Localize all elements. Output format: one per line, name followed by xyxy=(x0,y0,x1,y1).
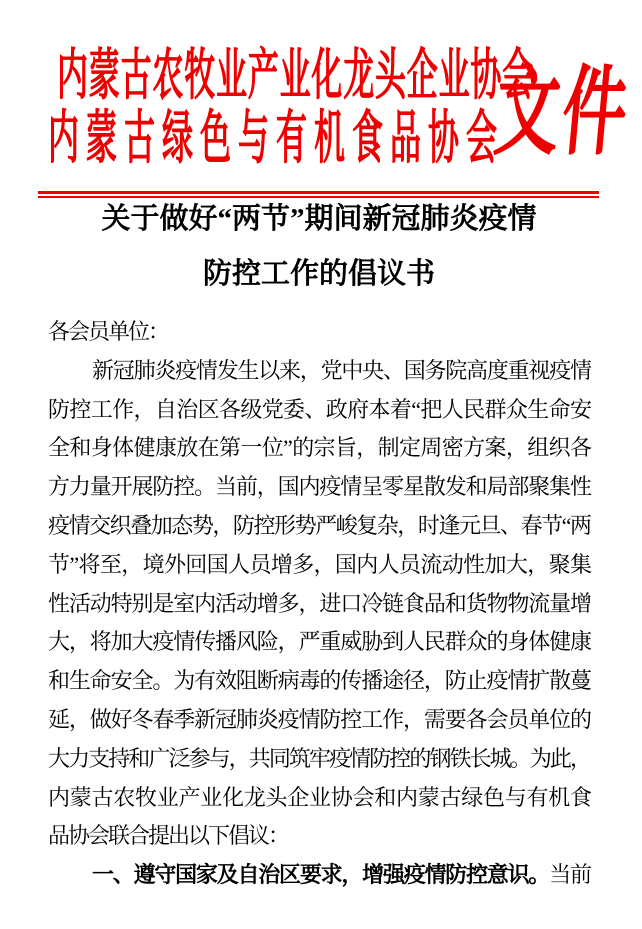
body-line: 和生命安全。为有效阻断病毒的传播途径，防止疫情扩散蔓 xyxy=(48,668,590,694)
body-line: 延，做好冬春季新冠肺炎疫情防控工作，需要各会员单位的 xyxy=(48,706,590,732)
body-line: 大，将加大疫情传播风险，严重威胁到人民群众的身体健康 xyxy=(48,629,590,655)
org-name-line-1: 内蒙古农牧业产业化龙头企业协会 xyxy=(57,43,534,107)
doc-title-line-1: 关于做好“两节”期间新冠肺炎疫情 xyxy=(101,203,537,235)
body-line: 一、遵守国家及自治区要求，增强疫情防控意识。当前 xyxy=(92,862,590,888)
body-line: 内蒙古农牧业产业化龙头企业协会和内蒙古绿色与有机食 xyxy=(48,784,590,810)
body-line: 方力量开展防控。当前，国内疫情呈零星散发和局部聚集性 xyxy=(48,474,590,500)
body-line: 性活动特别是室内活动增多，进口冷链食品和货物物流量增 xyxy=(48,590,590,616)
body-line: 疫情交织叠加态势，防控形势严峻复杂，时逢元旦、春节“两 xyxy=(48,512,590,538)
doc-title xyxy=(48,192,590,302)
body-line: 全和身体健康放在第一位”的宗旨，制定周密方案，组织各 xyxy=(48,435,590,461)
body-line: 品协会联合提出以下倡议： xyxy=(48,823,289,849)
body-line: 各会员单位： xyxy=(48,319,169,344)
doc-title-line-2: 防控工作的倡议书 xyxy=(202,258,435,290)
org-name-line-2: 内蒙古绿色与有机食品协会 xyxy=(48,105,504,171)
body-line: 大力支持和广泛参与，共同筑牢疫情防控的钢铁长城。为此， xyxy=(48,745,590,771)
body-text xyxy=(48,313,590,895)
body-line-bold-segment: 一、遵守国家及自治区要求，增强疫情防控意识。 xyxy=(92,862,550,888)
doc-type-label: 文件 xyxy=(490,58,635,167)
body-line: 节”将至，境外回国人员增多，国内人员流动性加大，聚集 xyxy=(48,551,590,577)
body-line: 防控工作，自治区各级党委、政府本着“把人民群众生命安 xyxy=(48,396,590,422)
body-line: 新冠肺炎疫情发生以来，党中央、国务院高度重视疫情 xyxy=(92,357,590,383)
